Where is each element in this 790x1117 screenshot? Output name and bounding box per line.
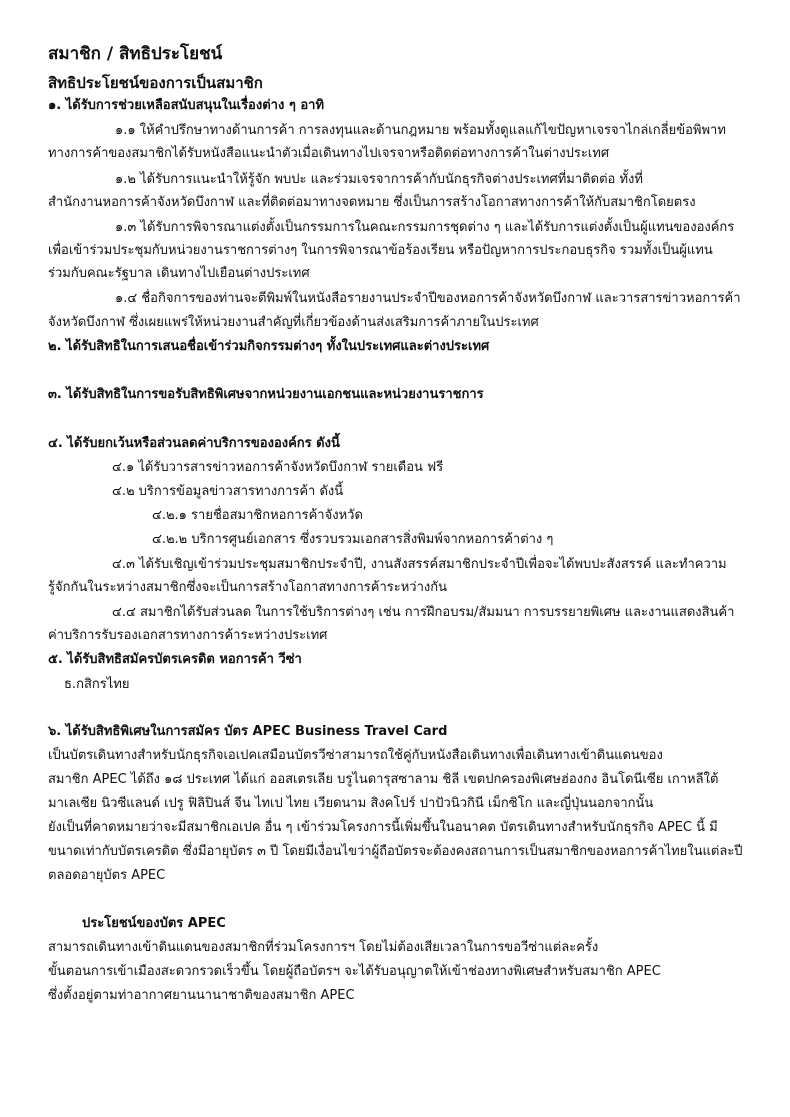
apec-desc-line-1: เป็นบัตรเดินทางสำหรับนักธุรกิจเอเปคเสมือนบัตรวีซ่าสามารถใช้คู่กับหนังสือเดินทางเพื่อเดินทางเข้าดินแดนของ	[48, 748, 663, 763]
item-1-2-line-2: สำนักงานหอการค้าจังหวัดบึงกาฬ และที่ติดต่อมาทางจดหมาย ซึ่งเป็นการสร้างโอกาสทางการค้าให้กับสมาชิกโดยตรง	[48, 195, 696, 210]
benefit-line-3: ซึ่งตั้งอยู่ตามท่าอากาศยานนานาชาติของสมาชิก APEC	[48, 988, 355, 1003]
item-4-4-line-2: ค่าบริการรับรองเอกสารทางการค้าระหว่างประเทศ	[48, 628, 328, 643]
item-4-3-line-2: รู้จักกันในระหว่างสมาชิกซึ่งจะเป็นการสร้างโอกาสทางการค้าระหว่างกัน	[48, 580, 448, 595]
item-1-4-line-2: จังหวัดบึงกาฬ ซึ่งเผยแพร่ให้หน่วยงานสำคัญที่เกี่ยวข้องด้านส่งเสริมการค้าภายในประเทศ	[48, 315, 539, 330]
page-title: สมาชิก / สิทธิประโยชน์	[48, 44, 223, 64]
item-1-4-line-1: ๑.๔ ชื่อกิจการของท่านจะตีพิมพ์ในหนังสือรายงานประจำปีของหอการค้าจังหวัดบึงกาฬ และวารสารข่าวหอการค้า	[115, 291, 741, 306]
section-4-heading: ๔. ได้รับยกเว้นหรือส่วนลดค่าบริการขององค์กร ดังนี้	[48, 436, 340, 451]
apec-desc-line-6: ตลอดอายุบัตร APEC	[48, 868, 166, 883]
item-1-3-line-3: ร่วมกับคณะรัฐบาล เดินทางไปเยือนต่างประเทศ	[48, 266, 310, 281]
section-3-heading: ๓. ได้รับสิทธิในการขอรับสิทธิพิเศษจากหน่วยงานเอกชนและหน่วยงานราชการ	[48, 387, 484, 402]
page-subtitle: สิทธิประโยชน์ของการเป็นสมาชิก	[48, 74, 263, 92]
item-4-3-line-1: ๔.๓ ได้รับเชิญเข้าร่วมประชุมสมาชิกประจำปี, งานสังสรรค์สมาชิกประจำปีเพื่อจะได้พบปะสังสรรค์ และทำความ	[112, 557, 727, 572]
item-1-1-line-1: ๑.๑ ให้คำปรึกษาทางด้านการค้า การลงทุนและด้านกฎหมาย พร้อมทั้งดูแลแก้ไขปัญหาเจรจาไกล่เกลี่ยข้อพิพาท	[115, 123, 726, 138]
benefit-line-2: ขั้นตอนการเข้าเมืองสะดวกรวดเร็วขึ้น โดยผู้ถือบัตรฯ จะได้รับอนุญาตให้เข้าช่องทางพิเศษสำหรับสมาชิก APEC	[48, 964, 661, 979]
apec-desc-line-5: ขนาดเท่ากับบัตรเครดิต ซึ่งมีอายุบัตร ๓ ปี โดยมีเงื่อนไขว่าผู้ถือบัตรจะต้องคงสถานการเป็นสมาชิกของหอการค้าไทยในแต่ละปี	[48, 844, 743, 859]
apec-desc-line-2: สมาชิก APEC ได้ถึง ๑๘ ประเทศ ได้แก่ ออสเตรเลีย บรูไนดารุสซาลาม ชิลี เขตปกครองพิเศษฮ่องกง อินโดนีเซีย เกาหลีใต้	[48, 772, 719, 787]
item-1-1-line-2: ทางการค้าของสมาชิกได้รับหนังสือแนะนำตัวเมื่อเดินทางไปเจรจาหรือติดต่อทางการค้าในต่างประเทศ	[48, 146, 610, 161]
section-5-heading: ๕. ได้รับสิทธิสมัครบัตรเครดิต หอการค้า วีซ่า	[48, 652, 302, 667]
item-1-2-line-1: ๑.๒ ได้รับการแนะนำให้รู้จัก พบปะ และร่วมเจรจาการค้ากับนักธุรกิจต่างประเทศที่มาติดต่อ ทั้งที่	[115, 172, 643, 187]
item-1-3-line-2: เพื่อเข้าร่วมประชุมกับหน่วยงานราชการต่างๆ ในการพิจารณาข้อร้องเรียน หรือปัญหาการประกอบธุรกิจ รวมทั้งเป็นผู้แทน	[48, 243, 713, 258]
section-6-heading: ๖. ได้รับสิทธิพิเศษในการสมัคร บัตร APEC Business Travel Card	[48, 724, 448, 739]
item-4-1: ๔.๑ ได้รับวารสารข่าวหอการค้าจังหวัดบึงกาฬ รายเดือน ฟรี	[112, 460, 444, 475]
apec-desc-line-3: มาเลเซีย นิวซีแลนด์ เปรู ฟิลิปินส์ จีน ไทเป ไทย เวียดนาม สิงคโปร์ ปาปัวนิวกินี เม็กซิโก และญี่ปุ่นนอกจากนั้น	[48, 796, 654, 811]
section-1-heading: ๑. ได้รับการช่วยเหลือสนับสนุนในเรื่องต่าง ๆ อาทิ	[48, 98, 325, 113]
section-2-heading: ๒. ได้รับสิทธิในการเสนอชื่อเข้าร่วมกิจกรรมต่างๆ ทั้งในประเทศและต่างประเทศ	[48, 339, 490, 354]
item-4-4-line-1: ๔.๔ สมาชิกได้รับส่วนลด ในการใช้บริการต่างๆ เช่น การฝึกอบรม/สัมมนา การบรรยายพิเศษ และงานแสดงสินค้า	[112, 605, 735, 620]
apec-desc-line-4: ยังเป็นที่คาดหมายว่าจะมีสมาชิกเอเปค อื่น ๆ เข้าร่วมโครงการนี้เพิ่มขึ้นในอนาคต บัตรเดินทางสำหรับนักธุรกิจ APEC นี้ มี	[48, 820, 718, 835]
benefits-heading: ประโยชน์ของบัตร APEC	[82, 916, 226, 931]
item-1-3-line-1: ๑.๓ ได้รับการพิจารณาแต่งตั้งเป็นกรรมการในคณะกรรมการชุดต่าง ๆ และได้รับการแต่งตั้งเป็นผู้แทนขององค์กร	[115, 220, 735, 235]
bank-name: ธ.กสิกรไทย	[64, 677, 130, 692]
item-4-2-2: ๔.๒.๒ บริการศูนย์เอกสาร ซึ่งรวบรวมเอกสารสิ่งพิมพ์จากหอการค้าต่าง ๆ	[152, 532, 554, 547]
item-4-2: ๔.๒ บริการข้อมูลข่าวสารทางการค้า ดังนี้	[112, 484, 344, 499]
benefit-line-1: สามารถเดินทางเข้าดินแดนของสมาชิกที่ร่วมโครงการฯ โดยไม่ต้องเสียเวลาในการขอวีซ่าแต่ละครั้ง	[48, 940, 599, 955]
item-4-2-1: ๔.๒.๑ รายชื่อสมาชิกหอการค้าจังหวัด	[152, 508, 363, 523]
